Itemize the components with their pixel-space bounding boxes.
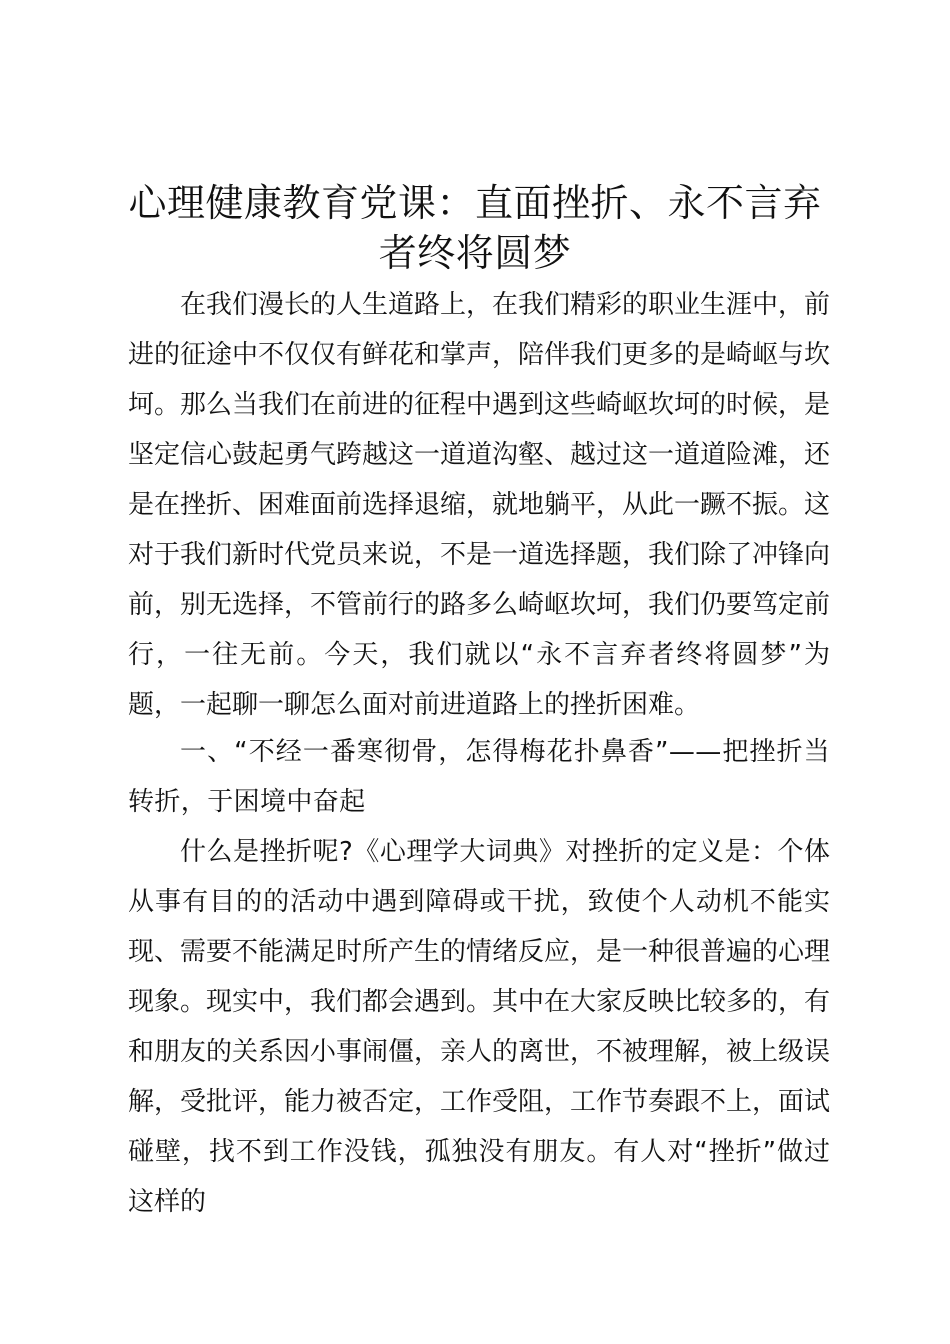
- paragraph-definition: 什么是挫折呢?《心理学大词典》对挫折的定义是：个体从事有目的的活动中遇到障碍或干扰，致使个人动机不能实现、需要不能满足时所产生的情绪反应，是一种很普遍的心理现象。现实中，我们都会遇到。其中在大家反映比较多的，有和朋友的关系因小事闹僵，亲人的离世，不被理解，被上级误解，受批评，能力被否定，工作受阻，工作节奏跟不上，面试碰壁，找不到工作没钱，孤独没有朋友。有人对“挫折”做过这样的: [128, 837, 831, 1217]
- paragraph-intro: 在我们漫长的人生道路上，在我们精彩的职业生涯中，前进的征途中不仅仅有鲜花和掌声，陪伴我们更多的是崎岖与坎坷。那么当我们在前进的征程中遇到这些崎岖坎坷的时候，是坚定信心鼓起勇气跨越这一道道沟壑、越过这一道道险滩，还是在挫折、困难面前选择退缩，就地躺平，从此一蹶不振。这对于我们新时代党员来说，不是一道选择题，我们除了冲锋向前，别无选择，不管前行的路多么崎岖坎坷，我们仍要笃定前行，一往无前。今天，我们就以“永不言弃者终将圆梦”为题，一起聊一聊怎么面对前进道路上的挫折困难。: [128, 290, 831, 720]
- document-title: 心理健康教育党课：直面挫折、永不言弃者终将圆梦: [128, 181, 822, 275]
- section-heading-1: 一、“不经一番寒彻骨，怎得梅花扑鼻香”——把挫折当转折，于困境中奋起: [128, 737, 830, 817]
